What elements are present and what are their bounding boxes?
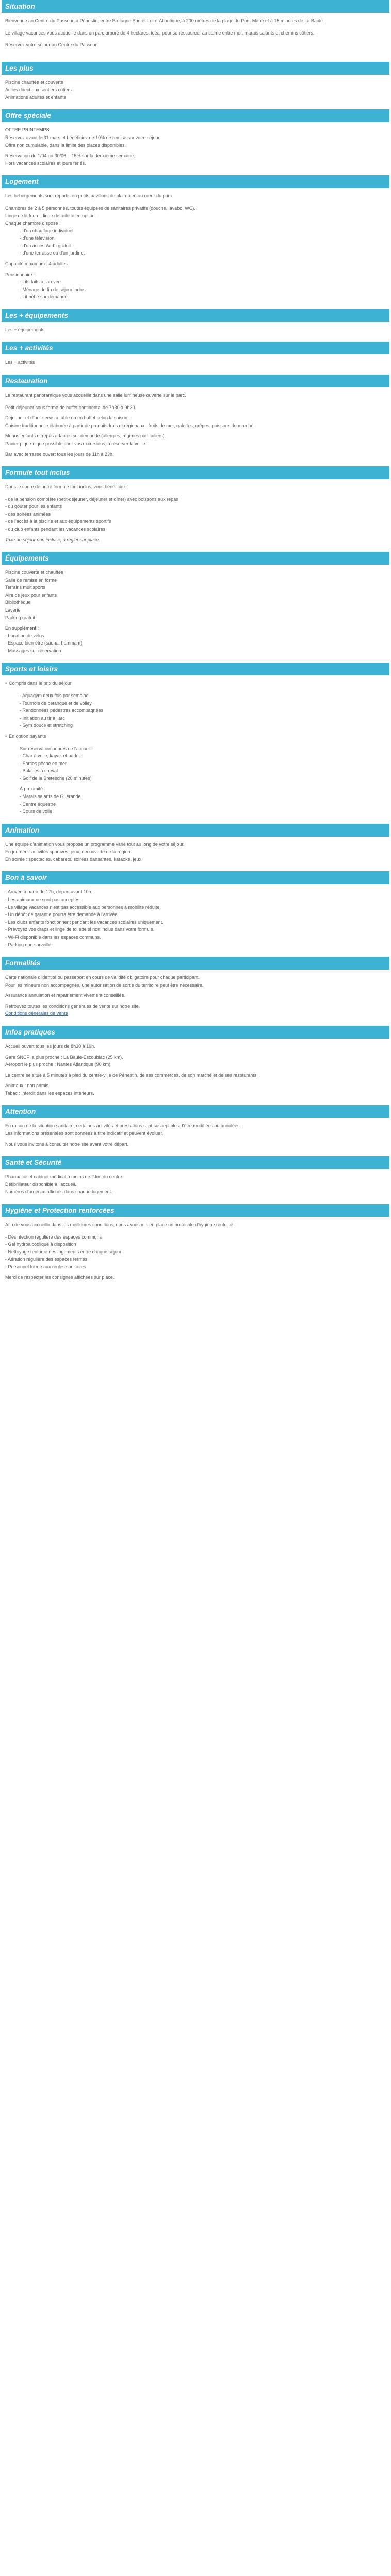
infos-line: Gare SNCF la plus proche : La Baule-Escoublac (25 km).: [5, 1054, 123, 1060]
section-header-offre: Offre spéciale: [2, 109, 389, 122]
situation-paragraph: Bienvenue au Centre du Passeur, à Pénestin, entre Bretagne Sud et Loire-Atlantique, à 200 mètres de la plage du Pont-Mahé et à 15 minutes de La Baule.: [5, 18, 324, 23]
sports-block: [5, 680, 386, 687]
animation-line: En soirée : spectacles, cabarets, soirées dansantes, karaoké, jeux.: [5, 856, 143, 862]
situation-paragraph: Le village vacances vous accueille dans un parc arboré de 4 hectares, idéal pour se ressourcer au calme entre mer, marais salants et chemins côtiers.: [5, 30, 315, 36]
equipement-item: Terrains multisports: [5, 585, 46, 590]
logement-line: - d'un chauffage individuel: [20, 228, 74, 233]
restauration-intro: Le restaurant panoramique vous accueille dans une salle lumineuse ouverte sur le parc.: [5, 393, 186, 398]
section-plus-activites: [2, 354, 389, 368]
equipement-item: Aire de jeux pour enfants: [5, 592, 57, 598]
hygiene-line: Merci de respecter les consignes affichées sur place.: [5, 1275, 115, 1280]
infos-line: Le centre se situe à 5 minutes à pied du centre-ville de Pénestin, de ses commerces, de son marché et de ses restaurants.: [5, 1072, 258, 1078]
infos-line: Aéroport le plus proche : Nantes Atlantique (90 km).: [5, 1062, 112, 1067]
hygiene-line: - Personnel formé aux règles sanitaires: [5, 1264, 86, 1269]
attention-line: En raison de la situation sanitaire, certaines activités et prestations sont susceptibles d'être modifiées ou annulées.: [5, 1123, 241, 1129]
sports-line: - Sorties pêche en mer: [20, 760, 67, 766]
logement-line: - Ménage de fin de séjour inclus: [20, 286, 86, 292]
restauration-line: Bar avec terrasse ouvert tous les jours de 11h à 23h.: [5, 451, 114, 457]
sports-line: Sur réservation auprès de l'accueil :: [20, 745, 93, 751]
section-header-plus-equipements: Les + équipements: [2, 309, 389, 322]
formule-line: - du club enfants pendant les vacances scolaires: [5, 526, 106, 532]
plus-equipements-text: Les + équipements: [5, 327, 45, 332]
offre-line: OFFRE PRINTEMPS: [5, 127, 50, 133]
section-equipements: [2, 565, 389, 656]
logement-intro: Les hébergements sont répartis en petits pavillons de plain-pied au cœur du parc.: [5, 193, 173, 199]
equipement-item: Salle de remise en forme: [5, 577, 57, 583]
sports-line: À proximité :: [20, 786, 46, 792]
restauration-line: Menus enfants et repas adaptés sur demande (allergies, régimes particuliers).: [5, 433, 166, 439]
logement-line: Chambres de 2 à 5 personnes, toutes équipées de sanitaires privatifs (douche, lavabo, WC).: [5, 205, 196, 211]
sports-line: - Cours de voile: [20, 809, 53, 815]
sports-block-heading: • En option payante: [5, 733, 386, 740]
bon-a-savoir-line: - Arrivée à partir de 17h, départ avant 10h.: [5, 889, 93, 895]
equipements-sub: En supplément :: [5, 625, 39, 631]
restauration-line: Déjeuner et dîner servis à table ou en buffet selon la saison.: [5, 415, 129, 421]
formalites-line: Assurance annulation et rapatriement vivement conseillée.: [5, 993, 126, 998]
hygiene-intro: Afin de vous accueillir dans les meilleures conditions, nous avons mis en place un protocole d'hygiène renforcé :: [5, 1222, 236, 1227]
sports-line: - Char à voile, kayak et paddle: [20, 753, 83, 759]
section-attention: [2, 1118, 389, 1150]
restauration-line: Petit-déjeuner sous forme de buffet continental de 7h30 à 9h30.: [5, 404, 137, 410]
bon-a-savoir-line: - Les animaux ne sont pas acceptés.: [5, 897, 81, 903]
equipement-item: Piscine couverte et chauffée: [5, 570, 63, 575]
section-offre: [2, 122, 389, 169]
formalites-line: Pour les mineurs non accompagnés, une autorisation de sortie du territoire peut être nécessaire.: [5, 982, 204, 988]
formalites-line: Retrouvez toutes les conditions générales de vente sur notre site.: [5, 1003, 140, 1009]
bon-a-savoir-line: - Wi-Fi disponible dans les espaces communs.: [5, 934, 101, 940]
formule-line: - des soirées animées: [5, 511, 51, 517]
section-header-logement: Logement: [2, 175, 389, 188]
sports-line: - Balades à cheval: [20, 768, 58, 774]
section-header-plus-activites: Les + activités: [2, 342, 389, 354]
equipement-extra: - Location de vélos: [5, 633, 44, 638]
section-header-hygiene: Hygiène et Protection renforcées: [2, 1204, 389, 1217]
infos-line: Tabac : interdit dans les espaces intérieurs.: [5, 1090, 94, 1096]
bon-a-savoir-line: - Parking non surveillé.: [5, 942, 53, 947]
plus-line: Piscine chauffée et couverte: [5, 79, 63, 85]
attention-line: Nous vous invitons à consulter notre site avant votre départ.: [5, 1141, 129, 1147]
formule-line: - de la pension complète (petit-déjeuner, déjeuner et dîner) avec boissons aux repas: [5, 496, 178, 502]
sante-line: Numéros d'urgence affichés dans chaque logement.: [5, 1189, 112, 1195]
sports-line: - Centre équestre: [20, 801, 56, 807]
sports-line: - Golf de la Bretesche (20 minutes): [20, 775, 92, 781]
infos-line: Accueil ouvert tous les jours de 8h30 à 19h.: [5, 1043, 95, 1049]
section-header-attention: Attention: [2, 1105, 389, 1118]
section-header-sante: Santé et Sécurité: [2, 1156, 389, 1169]
attention-line: Les informations présentées sont données à titre indicatif et peuvent évoluer.: [5, 1131, 164, 1137]
section-animation: [2, 837, 389, 866]
plus-line: Accès direct aux sentiers côtiers: [5, 87, 72, 93]
bon-a-savoir-line: - Prévoyez vos draps et linge de toilette si non inclus dans votre formule.: [5, 927, 155, 933]
logement-line: - d'une terrasse ou d'un jardinet: [20, 250, 85, 256]
section-plus-equipements: [2, 322, 389, 336]
offre-line: Réservation du 1/04 au 30/06 : -15% sur la deuxième semaine.: [5, 153, 135, 159]
sports-line: - Aquagym deux fois par semaine: [20, 693, 89, 699]
restauration-line: Cuisine traditionnelle élaborée à partir de produits frais et régionaux : fruits de mer, galettes, crêpes, poissons du marché.: [5, 422, 255, 428]
formule-line: Taxe de séjour non incluse, à régler sur place.: [5, 537, 100, 543]
sports-line: - Initiation au tir à l'arc: [20, 715, 65, 721]
section-header-restauration: Restauration: [2, 375, 389, 387]
section-header-formule: Formule tout inclus: [2, 466, 389, 479]
section-formule: [2, 479, 389, 546]
situation-paragraph: Réservez votre séjour au Centre du Passeur !: [5, 42, 100, 48]
section-header-bon-a-savoir: Bon à savoir: [2, 871, 389, 884]
section-situation: [2, 13, 389, 56]
section-formalites: [2, 970, 389, 1020]
section-restauration: [2, 387, 389, 460]
equipement-extra: - Massages sur réservation: [5, 648, 61, 653]
formule-line: - du goûter pour les enfants: [5, 504, 62, 510]
animation-line: Une équipe d'animation vous propose un programme varié tout au long de votre séjour.: [5, 841, 185, 847]
offre-line: Hors vacances scolaires et jours fériés.: [5, 160, 86, 166]
equipement-extra: - Espace bien-être (sauna, hammam): [5, 640, 83, 646]
hygiene-line: - Désinfection régulière des espaces communs: [5, 1234, 102, 1240]
logement-line: Linge de lit fourni, linge de toilette en option.: [5, 213, 96, 218]
logement-line: - Lit bébé sur demande: [20, 294, 68, 300]
section-logement: [2, 188, 389, 303]
section-header-equipements: Équipements: [2, 552, 389, 565]
section-plus: [2, 75, 389, 104]
logement-line: Chaque chambre dispose :: [5, 221, 61, 226]
offre-line: Réservez avant le 31 mars et bénéficiez de 10% de remise sur votre séjour.: [5, 135, 161, 141]
hygiene-line: - Gel hydroalcoolique à disposition: [5, 1242, 76, 1247]
section-sports: [2, 675, 389, 817]
sports-line: - Marais salants de Guérande: [20, 794, 81, 799]
section-header-sports: Sports et loisirs: [2, 663, 389, 675]
section-header-situation: Situation: [2, 0, 389, 13]
logement-line: - Lits faits à l'arrivée: [20, 279, 61, 285]
cgv-link[interactable]: Conditions générales de vente: [5, 1011, 68, 1016]
equipement-item: Laverie: [5, 607, 21, 613]
sante-line: Pharmacie et cabinet médical à moins de 2 km du centre.: [5, 1174, 124, 1180]
plus-activites-text: Les + activités: [5, 360, 35, 365]
equipement-item: Parking gratuit: [5, 615, 36, 620]
logement-line: Capacité maximum : 4 adultes: [5, 261, 68, 266]
logement-line: - d'un accès Wi-Fi gratuit: [20, 243, 71, 248]
sports-block: [5, 733, 386, 740]
logement-line: Pensionnaire :: [5, 272, 35, 277]
section-sante: [2, 1169, 389, 1198]
bon-a-savoir-line: - Le village vacances n'est pas accessible aux personnes à mobilité réduite.: [5, 904, 161, 910]
infos-line: Animaux : non admis.: [5, 1083, 50, 1089]
sports-block-heading: • Compris dans le prix du séjour: [5, 680, 386, 687]
section-bon-a-savoir: [2, 884, 389, 951]
bon-a-savoir-line: - Un dépôt de garantie pourra être demandé à l'arrivée.: [5, 912, 119, 918]
sports-line: - Randonnées pédestres accompagnées: [20, 708, 104, 714]
section-header-formalites: Formalités: [2, 957, 389, 970]
formule-intro: Dans le cadre de notre formule tout inclus, vous bénéficiez :: [5, 484, 128, 490]
section-header-infos: Infos pratiques: [2, 1026, 389, 1039]
sports-line: - Gym douce et stretching: [20, 723, 73, 728]
section-header-plus: Les plus: [2, 62, 389, 75]
offre-line: Offre non cumulable, dans la limite des places disponibles.: [5, 142, 126, 148]
section-hygiene: [2, 1217, 389, 1283]
plus-line: Animations adultes et enfants: [5, 94, 67, 100]
bon-a-savoir-line: - Les clubs enfants fonctionnent pendant les vacances scolaires uniquement.: [5, 919, 164, 925]
animation-line: En journée : activités sportives, jeux, découverte de la région.: [5, 849, 132, 855]
hygiene-line: - Nettoyage renforcé des logements entre chaque séjour: [5, 1249, 122, 1255]
sante-line: Défibrillateur disponible à l'accueil.: [5, 1181, 76, 1187]
logement-line: - d'une télévision: [20, 235, 55, 241]
restauration-line: Panier pique-nique possible pour vos excursions, à réserver la veille.: [5, 440, 147, 446]
equipement-item: Bibliothèque: [5, 600, 31, 605]
formule-line: - de l'accès à la piscine et aux équipements sportifs: [5, 519, 111, 524]
formalites-line: Carte nationale d'identité ou passeport en cours de validité obligatoire pour chaque participant.: [5, 975, 200, 980]
hygiene-line: - Aération régulière des espaces fermés: [5, 1257, 88, 1262]
section-infos: [2, 1039, 389, 1099]
sports-line: - Tournois de pétanque et de volley: [20, 700, 92, 706]
section-header-animation: Animation: [2, 824, 389, 837]
